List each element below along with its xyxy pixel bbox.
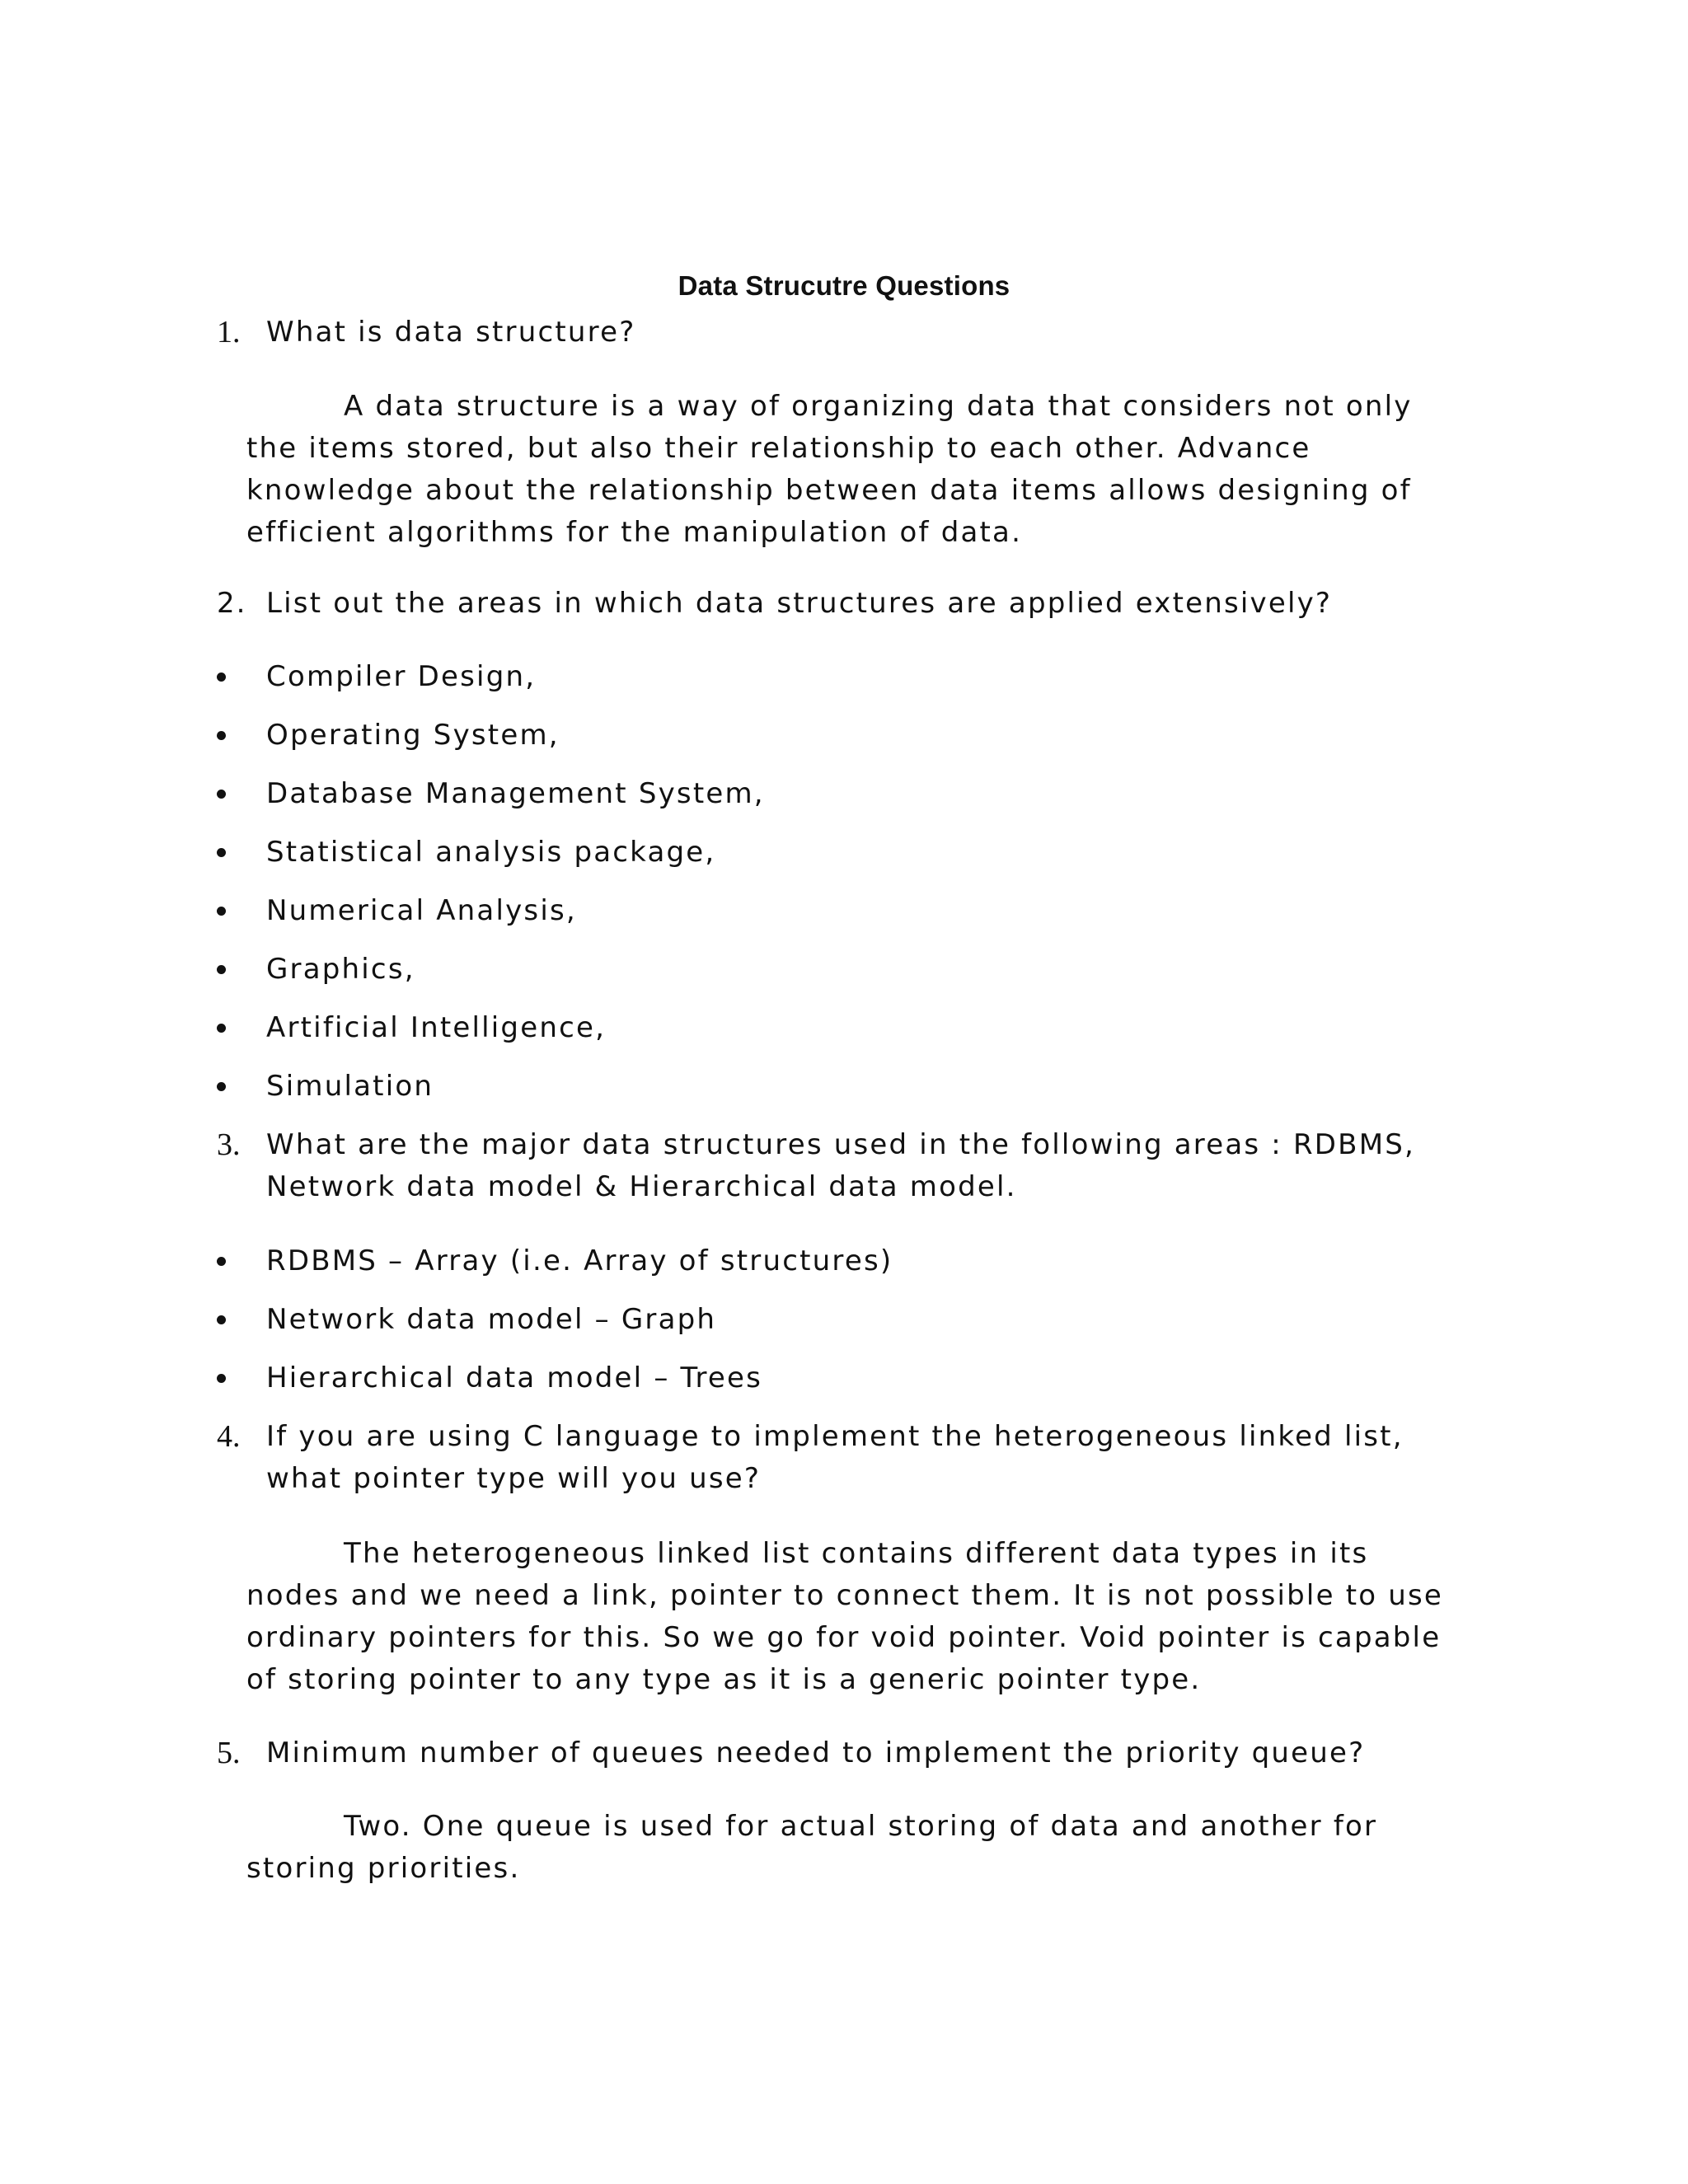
bullet-icon xyxy=(217,907,226,916)
answer-1: A data structure is a way of organizing data that considers not only the items stored, but also their relationship to each other. Advance knowledge about the relationship between data items allows designing of efficient algorithms for the manipulation of data. xyxy=(246,390,1413,549)
list-item-text: Compiler Design, xyxy=(266,660,537,693)
question-number: 4. xyxy=(217,1419,241,1454)
bullet-icon xyxy=(217,1082,226,1091)
bullet-icon xyxy=(217,790,226,799)
answer-4: The heterogeneous linked list contains different data types in its nodes and we need a link, pointer to connect them. It is not possible to use ordinary pointers for this. So we go for void pointer. Void pointer is capable of storing pointer to any type as it is a generic pointer type. xyxy=(246,1537,1444,1696)
question-text: What are the major data structures used in the following areas : RDBMS, Network data model & Hierarchical data model. xyxy=(266,1128,1416,1203)
question-number: 1. xyxy=(217,315,241,349)
bullet-icon xyxy=(217,1257,226,1266)
bullet-icon xyxy=(217,1315,226,1324)
list-item-text: Statistical analysis package, xyxy=(266,836,716,869)
answer-5: Two. One queue is used for actual storing of data and another for storing priorities. xyxy=(246,1810,1378,1885)
question-number: 5. xyxy=(217,1736,241,1770)
bullet-icon xyxy=(217,1024,226,1033)
question-number: 3. xyxy=(217,1127,241,1162)
list-item-text: Artificial Intelligence, xyxy=(266,1011,607,1044)
list-item-text: Numerical Analysis, xyxy=(266,894,577,927)
bullet-icon xyxy=(217,965,226,974)
list-item-text: Network data model – Graph xyxy=(266,1303,717,1336)
list-item-text: Database Management System, xyxy=(266,777,765,810)
list-item-text: Operating System, xyxy=(266,719,560,752)
list-item-text: Simulation xyxy=(266,1070,434,1103)
list-item-text: RDBMS – Array (i.e. Array of structures) xyxy=(266,1244,893,1277)
question-text: If you are using C language to implement the heterogeneous linked list, what pointer type will you use? xyxy=(266,1420,1404,1495)
bullet-icon xyxy=(217,1374,226,1383)
bullet-icon xyxy=(217,673,226,682)
question-text: Minimum number of queues needed to implement the priority queue? xyxy=(266,1736,1366,1769)
bullet-icon xyxy=(217,848,226,857)
question-text: What is data structure? xyxy=(266,316,636,349)
bullet-icon xyxy=(217,731,226,740)
page-title: Data Strucutre Questions xyxy=(678,270,1010,301)
question-number: 2. xyxy=(217,587,247,620)
list-item-text: Graphics, xyxy=(266,953,415,986)
list-item-text: Hierarchical data model – Trees xyxy=(266,1361,763,1394)
question-text: List out the areas in which data structures are applied extensively? xyxy=(266,587,1333,620)
